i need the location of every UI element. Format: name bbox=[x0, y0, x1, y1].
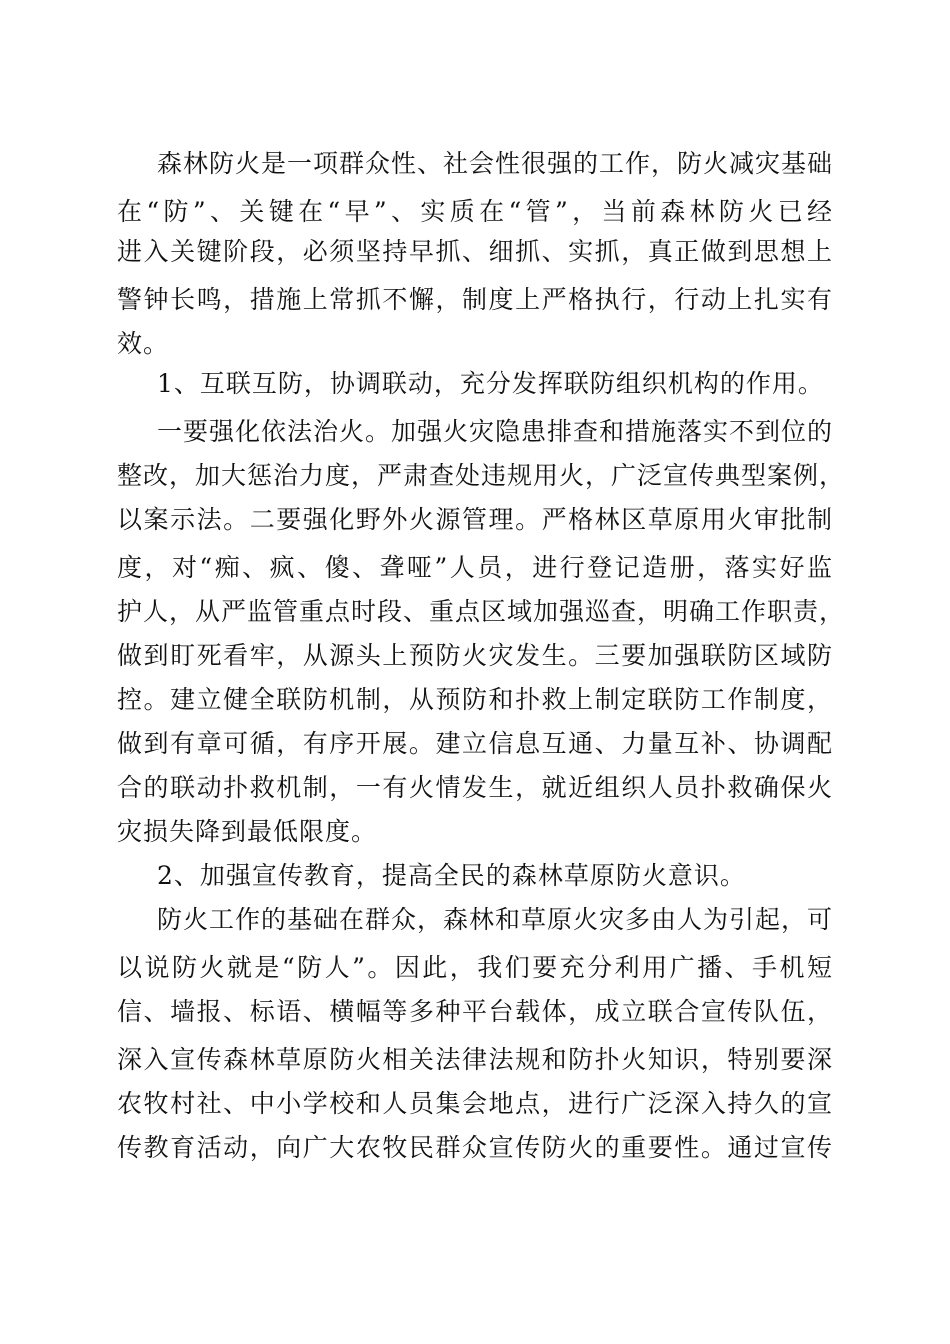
paragraph-2-line-4: 度，对“痴、疯、傻、聋哑”人员，进行登记造册，落实好监 bbox=[117, 553, 833, 582]
paragraph-3-line-4: 深入宣传森林草原防火相关法律法规和防扑火知识，特别要深 bbox=[117, 1045, 833, 1074]
paragraph-2-line-5: 护人，从严监管重点时段、重点区域加强巡查，明确工作职责， bbox=[117, 597, 846, 626]
paragraph-2-line-2: 整改，加大惩治力度，严肃查处违规用火，广泛宣传典型案例， bbox=[117, 461, 846, 490]
paragraph-3-line-5: 农牧村社、中小学校和人员集会地点，进行广泛深入持久的宣 bbox=[117, 1089, 833, 1118]
paragraph-2-line-10: 灾损失降到最低限度。 bbox=[117, 817, 378, 846]
paragraph-3-line-2: 以说防火就是“防人”。因此，我们要充分利用广播、手机短 bbox=[117, 953, 833, 982]
paragraph-2-line-8: 做到有章可循，有序开展。建立信息互通、力量互补、协调配 bbox=[117, 729, 833, 758]
paragraph-2-line-1: 一要强化依法治火。加强火灾隐患排查和措施落实不到位的 bbox=[157, 417, 834, 446]
paragraph-2-line-3: 以案示法。二要强化野外火源管理。严格林区草原用火审批制 bbox=[117, 505, 833, 534]
paragraph-1-line-4: 警钟长鸣，措施上常抓不懈，制度上严格执行，行动上扎实有 bbox=[117, 285, 833, 314]
paragraph-3-line-3: 信、墙报、标语、横幅等多种平台载体，成立联合宣传队伍， bbox=[117, 997, 833, 1026]
paragraph-2-line-7: 控。建立健全联防机制，从预防和扑救上制定联防工作制度， bbox=[117, 685, 833, 714]
paragraph-1-line-2: 在“防”、关键在“早”、实质在“管”，当前森林防火已经 bbox=[117, 197, 833, 226]
paragraph-3-line-1: 防火工作的基础在群众，森林和草原火灾多由人为引起，可 bbox=[157, 905, 834, 934]
section-heading-2: 2、加强宣传教育，提高全民的森林草原防火意识。 bbox=[157, 861, 746, 890]
paragraph-3-line-6: 传教育活动，向广大农牧民群众宣传防火的重要性。通过宣传 bbox=[117, 1133, 833, 1162]
paragraph-2-line-6: 做到盯死看牢，从源头上预防火灾发生。三要加强联防区域防 bbox=[117, 641, 833, 670]
paragraph-1-line-5: 效。 bbox=[117, 329, 170, 358]
section-heading-1: 1、互联互防，协调联动，充分发挥联防组织机构的作用。 bbox=[157, 369, 824, 398]
paragraph-2-line-9: 合的联动扑救机制，一有火情发生，就近组织人员扑救确保火 bbox=[117, 773, 833, 802]
paragraph-1-line-1: 森林防火是一项群众性、社会性很强的工作，防火减灾基础 bbox=[157, 149, 834, 178]
paragraph-1-line-3: 进入关键阶段，必须坚持早抓、细抓、实抓，真正做到思想上 bbox=[117, 237, 833, 266]
